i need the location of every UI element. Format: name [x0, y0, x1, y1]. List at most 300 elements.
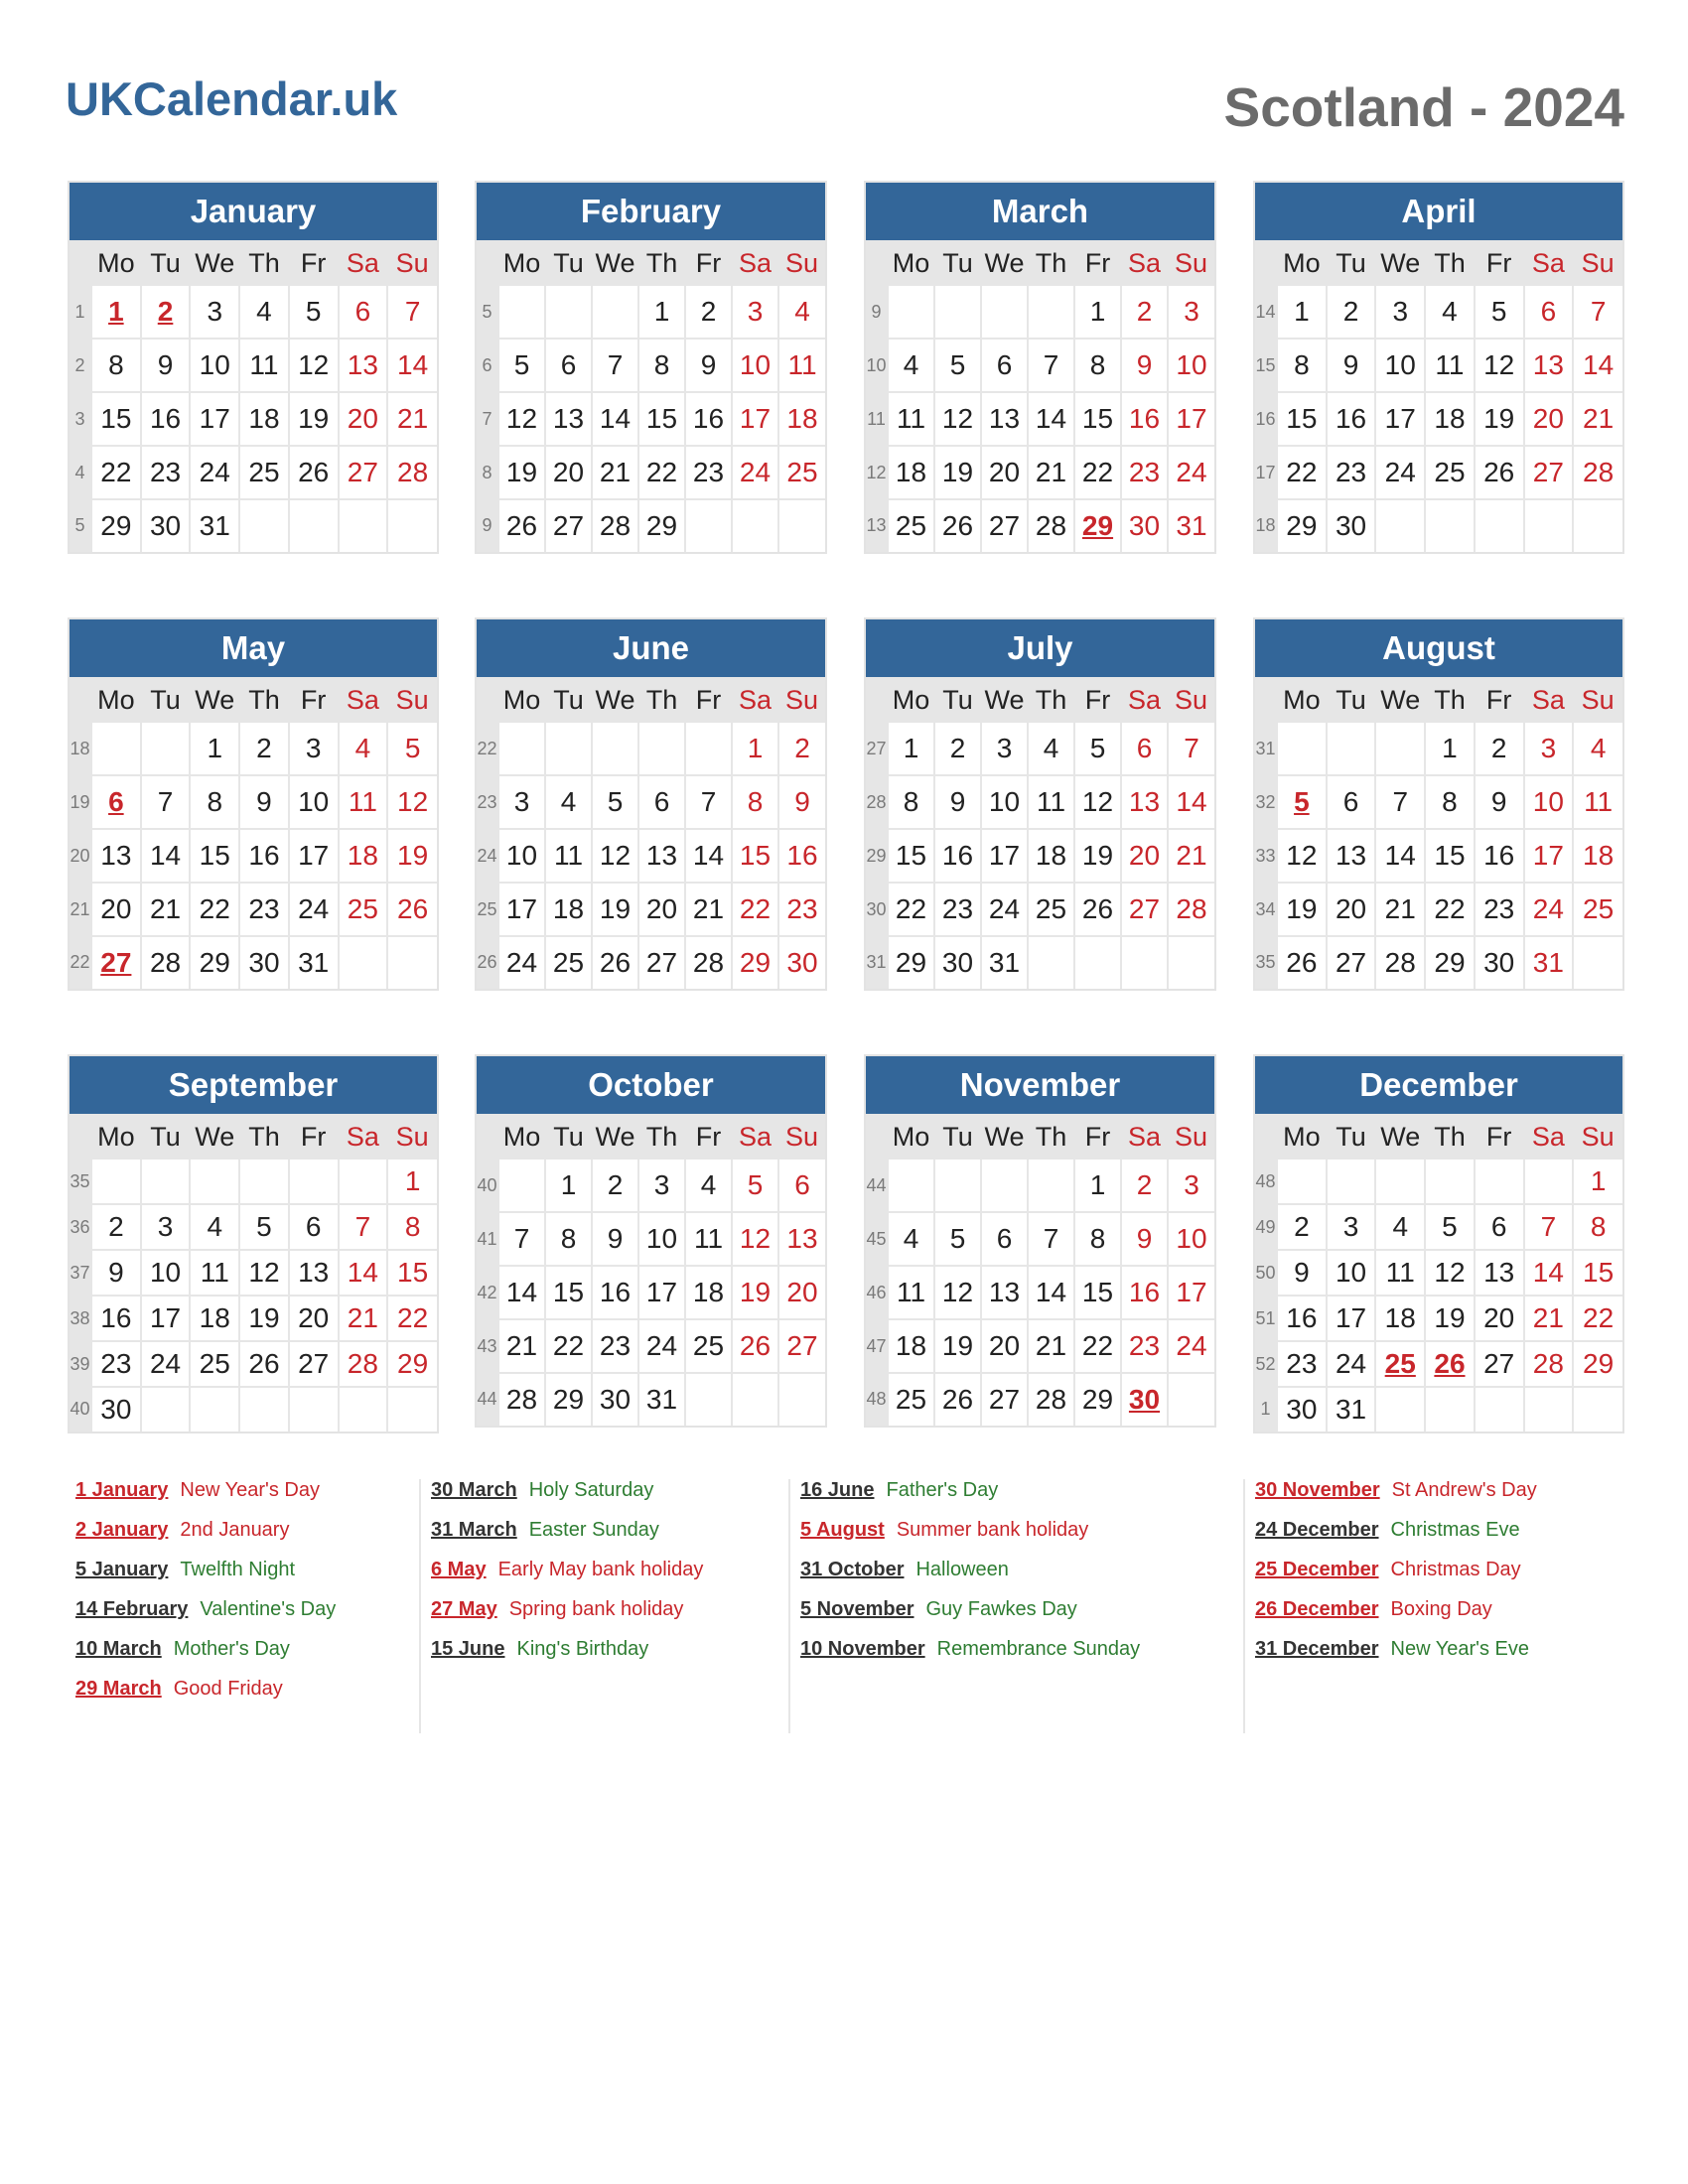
day-cell: 20	[1327, 883, 1376, 936]
day-cell: 21	[498, 1319, 545, 1373]
event-item	[431, 1559, 703, 1598]
holiday-day-cell[interactable]: 27	[91, 936, 141, 989]
day-cell: 6	[981, 339, 1028, 392]
day-cell: 23	[1475, 883, 1524, 936]
week-row	[866, 446, 1214, 499]
day-cell: 18	[239, 392, 289, 446]
event-item	[1255, 1519, 1537, 1559]
day-cell: 27	[638, 936, 685, 989]
day-cell: 5	[239, 1204, 289, 1250]
week-number: 40	[477, 1160, 498, 1212]
day-cell: 31	[981, 936, 1028, 989]
weekday-header: Mo	[498, 1114, 545, 1160]
weekday-header: Fr	[685, 677, 732, 723]
day-cell: 19	[1475, 392, 1524, 446]
day-cell: 30	[91, 1387, 141, 1432]
day-cell: 15	[190, 829, 239, 883]
month-table	[866, 677, 1214, 989]
week-number: 33	[1255, 829, 1277, 883]
day-cell: 8	[387, 1204, 437, 1250]
week-number: 18	[70, 723, 91, 775]
empty-day-cell	[981, 286, 1028, 339]
week-row	[1255, 723, 1622, 775]
weekday-header: Tu	[1327, 240, 1376, 286]
day-cell: 21	[1375, 883, 1425, 936]
empty-day-cell	[1074, 936, 1121, 989]
day-cell: 27	[1121, 883, 1168, 936]
day-cell: 3	[638, 1160, 685, 1212]
week-row	[866, 339, 1214, 392]
event-date-link[interactable]: 31 March	[431, 1519, 517, 1541]
day-cell: 19	[592, 883, 638, 936]
event-date-link[interactable]: 1 January	[75, 1479, 169, 1501]
day-cell: 13	[1121, 775, 1168, 829]
day-cell: 16	[91, 1296, 141, 1341]
month-table	[70, 1114, 437, 1432]
day-cell: 4	[239, 286, 289, 339]
day-cell: 23	[592, 1319, 638, 1373]
weekday-header: Fr	[289, 240, 339, 286]
events-column	[1243, 1479, 1537, 1733]
day-cell: 10	[190, 339, 239, 392]
day-cell: 14	[592, 392, 638, 446]
holiday-day-cell[interactable]: 5	[1277, 775, 1327, 829]
day-cell: 27	[1327, 936, 1376, 989]
day-cell: 17	[190, 392, 239, 446]
month-may	[68, 617, 439, 991]
week-row	[1255, 286, 1622, 339]
day-cell: 26	[498, 499, 545, 552]
event-date-link[interactable]: 5 August	[800, 1519, 885, 1541]
event-item	[431, 1519, 703, 1559]
day-cell: 1	[1074, 286, 1121, 339]
event-date-link[interactable]: 30 March	[431, 1479, 517, 1501]
day-cell: 4	[1425, 286, 1475, 339]
empty-day-cell	[91, 723, 141, 775]
day-cell: 5	[498, 339, 545, 392]
event-item	[75, 1519, 336, 1559]
weekday-header: Th	[239, 1114, 289, 1160]
holiday-day-cell[interactable]: 1	[91, 286, 141, 339]
day-cell: 10	[1524, 775, 1574, 829]
day-cell: 15	[638, 392, 685, 446]
weekday-header: Fr	[289, 1114, 339, 1160]
empty-day-cell	[1573, 1387, 1622, 1432]
day-cell: 3	[1524, 723, 1574, 775]
holiday-day-cell[interactable]: 29	[1074, 499, 1121, 552]
day-cell: 9	[91, 1250, 141, 1296]
day-cell: 15	[1573, 1250, 1622, 1296]
day-cell: 8	[1425, 775, 1475, 829]
holiday-day-cell[interactable]: 6	[91, 775, 141, 829]
events-column	[419, 1479, 703, 1733]
month-table	[866, 240, 1214, 552]
empty-day-cell	[190, 1387, 239, 1432]
empty-day-cell	[545, 723, 592, 775]
event-name: Christmas Day	[1390, 1559, 1521, 1580]
week-number-header	[477, 677, 498, 723]
week-number: 32	[1255, 775, 1277, 829]
day-cell: 28	[1168, 883, 1214, 936]
weekday-header: Th	[239, 240, 289, 286]
day-cell: 21	[141, 883, 191, 936]
day-cell: 31	[1327, 1387, 1376, 1432]
day-cell: 24	[638, 1319, 685, 1373]
month-march	[864, 181, 1216, 554]
day-cell: 13	[91, 829, 141, 883]
event-date-link[interactable]: 24 December	[1255, 1519, 1379, 1541]
day-cell: 18	[1375, 1296, 1425, 1341]
empty-day-cell	[778, 499, 825, 552]
day-cell: 22	[190, 883, 239, 936]
day-cell: 11	[239, 339, 289, 392]
day-cell: 14	[498, 1266, 545, 1319]
day-cell: 5	[1425, 1204, 1475, 1250]
day-cell: 21	[1028, 1319, 1074, 1373]
week-row	[70, 775, 437, 829]
empty-day-cell	[1573, 936, 1622, 989]
day-cell: 28	[592, 499, 638, 552]
week-number: 4	[70, 446, 91, 499]
event-date-link[interactable]: 2 January	[75, 1519, 169, 1541]
weekday-header: Th	[638, 677, 685, 723]
day-cell: 22	[888, 883, 934, 936]
day-cell: 14	[339, 1250, 388, 1296]
day-cell: 10	[289, 775, 339, 829]
day-cell: 25	[239, 446, 289, 499]
week-number: 48	[1255, 1160, 1277, 1204]
weekday-header: Th	[638, 1114, 685, 1160]
empty-day-cell	[498, 286, 545, 339]
event-date-link[interactable]: 30 November	[1255, 1479, 1380, 1501]
event-item	[1255, 1598, 1537, 1638]
day-cell: 23	[685, 446, 732, 499]
day-cell: 1	[545, 1160, 592, 1212]
day-cell: 17	[1168, 392, 1214, 446]
month-title: December	[1255, 1056, 1622, 1114]
week-row	[70, 286, 437, 339]
day-cell: 7	[498, 1212, 545, 1266]
day-cell: 6	[1121, 723, 1168, 775]
day-cell: 30	[1475, 936, 1524, 989]
weekday-header-row	[477, 677, 825, 723]
event-date-link[interactable]: 5 January	[75, 1559, 169, 1580]
day-cell: 15	[91, 392, 141, 446]
weekday-header-row	[70, 1114, 437, 1160]
weekday-header: Sa	[339, 677, 388, 723]
weekday-header: Fr	[1475, 240, 1524, 286]
empty-day-cell	[1425, 1387, 1475, 1432]
day-cell: 9	[1277, 1250, 1327, 1296]
empty-day-cell	[1028, 286, 1074, 339]
week-row	[1255, 392, 1622, 446]
empty-day-cell	[1375, 1387, 1425, 1432]
empty-day-cell	[141, 1160, 191, 1204]
week-number: 19	[70, 775, 91, 829]
day-cell: 3	[1168, 286, 1214, 339]
week-number: 7	[477, 392, 498, 446]
day-cell: 25	[888, 1373, 934, 1426]
weekday-header: Su	[778, 240, 825, 286]
day-cell: 24	[190, 446, 239, 499]
day-cell: 27	[778, 1319, 825, 1373]
event-date-link[interactable]: 31 December	[1255, 1638, 1379, 1660]
week-row	[477, 829, 825, 883]
day-cell: 19	[1425, 1296, 1475, 1341]
week-row	[866, 1212, 1214, 1266]
holiday-day-cell[interactable]: 2	[141, 286, 191, 339]
week-row	[1255, 1296, 1622, 1341]
day-cell: 2	[934, 723, 981, 775]
day-cell: 11	[190, 1250, 239, 1296]
month-title: October	[477, 1056, 825, 1114]
week-number: 6	[477, 339, 498, 392]
event-date-link[interactable]: 14 February	[75, 1598, 189, 1620]
week-row	[477, 392, 825, 446]
event-name: King's Birthday	[516, 1638, 649, 1660]
weekday-header: Th	[1425, 240, 1475, 286]
day-cell: 8	[888, 775, 934, 829]
event-date-link[interactable]: 15 June	[431, 1638, 505, 1660]
day-cell: 29	[1425, 936, 1475, 989]
day-cell: 17	[289, 829, 339, 883]
day-cell: 3	[732, 286, 778, 339]
weekday-header: Mo	[888, 677, 934, 723]
day-cell: 4	[778, 286, 825, 339]
day-cell: 23	[141, 446, 191, 499]
event-item	[1255, 1479, 1537, 1519]
day-cell: 29	[732, 936, 778, 989]
week-number: 25	[477, 883, 498, 936]
day-cell: 24	[1168, 1319, 1214, 1373]
weekday-header-row	[70, 240, 437, 286]
week-row	[477, 339, 825, 392]
day-cell: 10	[638, 1212, 685, 1266]
day-cell: 9	[778, 775, 825, 829]
day-cell: 14	[141, 829, 191, 883]
event-date-link[interactable]: 5 November	[800, 1598, 914, 1620]
day-cell: 21	[1168, 829, 1214, 883]
empty-day-cell	[732, 1373, 778, 1426]
week-number: 48	[866, 1373, 888, 1426]
day-cell: 28	[1524, 1341, 1574, 1387]
day-cell: 18	[1573, 829, 1622, 883]
day-cell: 16	[1121, 392, 1168, 446]
day-cell: 20	[289, 1296, 339, 1341]
week-row	[866, 1266, 1214, 1319]
week-number: 46	[866, 1266, 888, 1319]
day-cell: 28	[339, 1341, 388, 1387]
month-september	[68, 1054, 439, 1433]
day-cell: 25	[888, 499, 934, 552]
week-row	[477, 1373, 825, 1426]
day-cell: 16	[1277, 1296, 1327, 1341]
day-cell: 4	[190, 1204, 239, 1250]
event-date-link[interactable]: 10 November	[800, 1638, 925, 1660]
week-row	[477, 883, 825, 936]
week-row	[477, 775, 825, 829]
day-cell: 25	[339, 883, 388, 936]
empty-day-cell	[1475, 1387, 1524, 1432]
day-cell: 26	[1074, 883, 1121, 936]
week-number: 1	[1255, 1387, 1277, 1432]
week-number: 16	[1255, 392, 1277, 446]
month-table	[866, 1114, 1214, 1426]
day-cell: 30	[1327, 499, 1376, 552]
week-row	[70, 1160, 437, 1204]
weekday-header: Tu	[141, 1114, 191, 1160]
day-cell: 19	[498, 446, 545, 499]
events-column	[75, 1479, 336, 1717]
event-date-link[interactable]: 25 December	[1255, 1559, 1379, 1580]
event-name: St Andrew's Day	[1391, 1479, 1537, 1501]
weekday-header: Fr	[1074, 677, 1121, 723]
day-cell: 6	[981, 1212, 1028, 1266]
day-cell: 20	[339, 392, 388, 446]
day-cell: 9	[1121, 1212, 1168, 1266]
month-title: November	[866, 1056, 1214, 1114]
day-cell: 1	[732, 723, 778, 775]
event-date-link[interactable]: 27 May	[431, 1598, 497, 1620]
holiday-day-cell[interactable]: 26	[1425, 1341, 1475, 1387]
weekday-header: Su	[387, 677, 437, 723]
weekday-header: Mo	[91, 1114, 141, 1160]
event-date-link[interactable]: 26 December	[1255, 1598, 1379, 1620]
day-cell: 13	[1327, 829, 1376, 883]
holiday-day-cell[interactable]: 30	[1121, 1373, 1168, 1426]
day-cell: 1	[1573, 1160, 1622, 1204]
day-cell: 18	[1425, 392, 1475, 446]
day-cell: 30	[934, 936, 981, 989]
day-cell: 20	[1524, 392, 1574, 446]
weekday-header: Mo	[498, 677, 545, 723]
weekday-header: Fr	[685, 240, 732, 286]
day-cell: 25	[545, 936, 592, 989]
day-cell: 4	[1028, 723, 1074, 775]
event-date-link[interactable]: 16 June	[800, 1479, 875, 1501]
week-row	[1255, 1341, 1622, 1387]
day-cell: 26	[289, 446, 339, 499]
event-date-link[interactable]: 10 March	[75, 1638, 162, 1660]
day-cell: 22	[1277, 446, 1327, 499]
day-cell: 26	[239, 1341, 289, 1387]
weekday-header: Fr	[1074, 240, 1121, 286]
day-cell: 8	[190, 775, 239, 829]
week-number: 43	[477, 1319, 498, 1373]
weekday-header: We	[981, 240, 1028, 286]
event-name: Boxing Day	[1390, 1598, 1492, 1620]
week-number: 22	[477, 723, 498, 775]
empty-day-cell	[685, 723, 732, 775]
week-number: 28	[866, 775, 888, 829]
site-logo[interactable]: UKCalendar.uk	[66, 72, 398, 125]
weekday-header: Th	[1425, 1114, 1475, 1160]
week-number: 14	[1255, 286, 1277, 339]
day-cell: 2	[239, 723, 289, 775]
week-number: 3	[70, 392, 91, 446]
day-cell: 17	[638, 1266, 685, 1319]
event-date-link[interactable]: 31 October	[800, 1559, 905, 1580]
weekday-header: Su	[1573, 677, 1622, 723]
day-cell: 12	[1425, 1250, 1475, 1296]
day-cell: 20	[1121, 829, 1168, 883]
month-title: August	[1255, 619, 1622, 677]
empty-day-cell	[1327, 1160, 1376, 1204]
day-cell: 12	[934, 392, 981, 446]
week-row	[1255, 829, 1622, 883]
day-cell: 14	[1028, 392, 1074, 446]
holiday-day-cell[interactable]: 25	[1375, 1341, 1425, 1387]
day-cell: 12	[387, 775, 437, 829]
day-cell: 28	[685, 936, 732, 989]
day-cell: 18	[1028, 829, 1074, 883]
day-cell: 25	[685, 1319, 732, 1373]
empty-day-cell	[1028, 936, 1074, 989]
weekday-header: Tu	[1327, 677, 1376, 723]
day-cell: 1	[190, 723, 239, 775]
month-title: April	[1255, 183, 1622, 240]
event-name: New Year's Eve	[1390, 1638, 1529, 1660]
empty-day-cell	[1524, 1160, 1574, 1204]
event-item	[800, 1519, 1140, 1559]
weekday-header: Sa	[1121, 1114, 1168, 1160]
empty-day-cell	[1327, 723, 1376, 775]
day-cell: 9	[239, 775, 289, 829]
weekday-header: Mo	[888, 240, 934, 286]
week-row	[866, 1160, 1214, 1212]
empty-day-cell	[289, 1160, 339, 1204]
day-cell: 5	[732, 1160, 778, 1212]
day-cell: 16	[1121, 1266, 1168, 1319]
day-cell: 6	[1327, 775, 1376, 829]
empty-day-cell	[1375, 499, 1425, 552]
weekday-header: Th	[1028, 1114, 1074, 1160]
day-cell: 13	[778, 1212, 825, 1266]
day-cell: 18	[190, 1296, 239, 1341]
day-cell: 11	[1028, 775, 1074, 829]
day-cell: 8	[732, 775, 778, 829]
day-cell: 25	[1028, 883, 1074, 936]
day-cell: 2	[592, 1160, 638, 1212]
weekday-header: Sa	[339, 1114, 388, 1160]
week-number: 47	[866, 1319, 888, 1373]
week-row	[70, 1204, 437, 1250]
empty-day-cell	[592, 286, 638, 339]
day-cell: 14	[685, 829, 732, 883]
day-cell: 29	[1573, 1341, 1622, 1387]
day-cell: 6	[778, 1160, 825, 1212]
empty-day-cell	[339, 499, 388, 552]
day-cell: 12	[289, 339, 339, 392]
day-cell: 16	[934, 829, 981, 883]
week-number: 21	[70, 883, 91, 936]
events-column	[788, 1479, 1140, 1733]
week-number-header	[477, 240, 498, 286]
event-date-link[interactable]: 6 May	[431, 1559, 487, 1580]
event-name: Twelfth Night	[180, 1559, 295, 1580]
day-cell: 27	[981, 1373, 1028, 1426]
day-cell: 2	[1121, 286, 1168, 339]
event-date-link[interactable]: 29 March	[75, 1678, 162, 1700]
empty-day-cell	[1375, 1160, 1425, 1204]
event-item	[75, 1559, 336, 1598]
weekday-header: Su	[387, 240, 437, 286]
week-row	[866, 1373, 1214, 1426]
week-row	[866, 936, 1214, 989]
day-cell: 14	[1524, 1250, 1574, 1296]
day-cell: 22	[387, 1296, 437, 1341]
day-cell: 22	[91, 446, 141, 499]
